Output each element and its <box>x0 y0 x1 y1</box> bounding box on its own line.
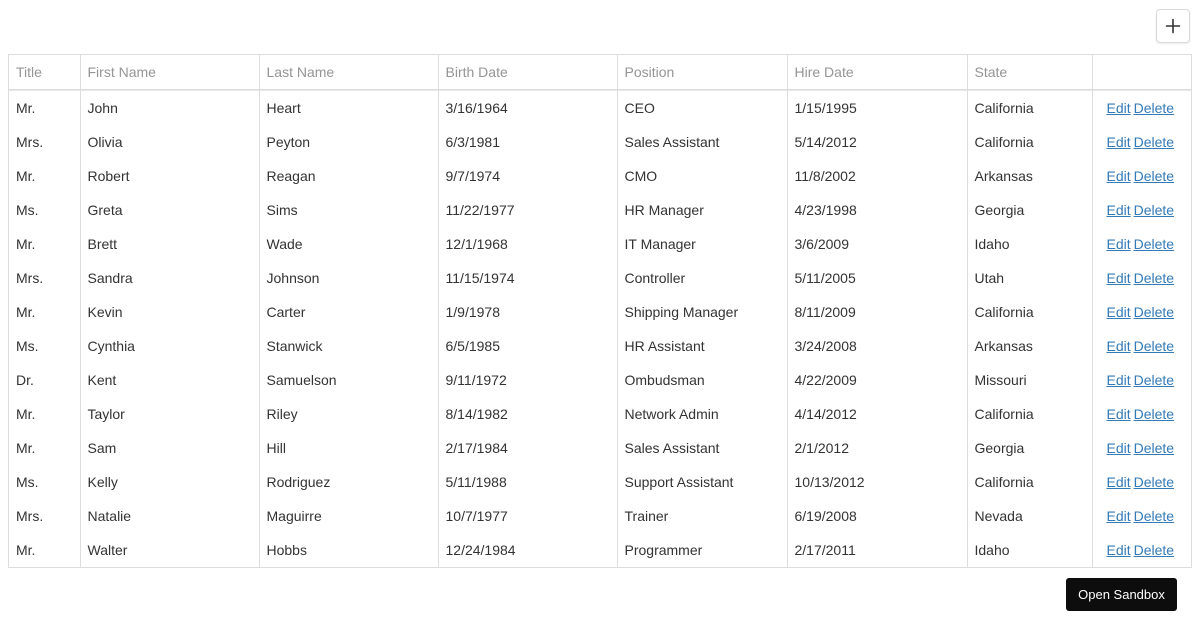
edit-link[interactable]: Edit <box>1106 508 1131 524</box>
cell-birth-date: 12/24/1984 <box>438 533 617 567</box>
table-row[interactable] <box>9 363 1191 397</box>
cell-state: California <box>967 90 1092 126</box>
cell-last-name: Peyton <box>259 125 438 159</box>
cell-title: Mr. <box>16 440 36 456</box>
cell-position: Programmer <box>617 533 787 567</box>
table-row[interactable] <box>9 159 1191 193</box>
cell-position: Sales Assistant <box>617 125 787 159</box>
cell-last-name: Samuelson <box>259 363 438 397</box>
column-header-title[interactable]: Title <box>9 55 80 90</box>
cell-title: Mr. <box>16 406 36 422</box>
cell-position: Shipping Manager <box>617 295 787 329</box>
grid-body <box>9 90 1191 568</box>
plus-icon <box>1165 18 1181 34</box>
table-row[interactable] <box>9 397 1191 431</box>
cell-title: Mr. <box>16 100 36 116</box>
cell-first-name: John <box>80 90 259 126</box>
cell-hire-date: 11/8/2002 <box>787 159 967 193</box>
cell-first-name: Sandra <box>80 261 259 295</box>
edit-link[interactable]: Edit <box>1106 270 1131 286</box>
table-row[interactable] <box>9 227 1191 261</box>
cell-hire-date: 5/11/2005 <box>787 261 967 295</box>
cell-birth-date: 9/7/1974 <box>438 159 617 193</box>
row-actions <box>1092 193 1191 227</box>
cell-last-name: Hobbs <box>259 533 438 567</box>
table-row[interactable] <box>9 261 1191 295</box>
cell-state: Georgia <box>967 431 1092 465</box>
table-row[interactable] <box>9 499 1191 533</box>
cell-first-name: Walter <box>80 533 259 567</box>
cell-hire-date: 3/24/2008 <box>787 329 967 363</box>
row-actions <box>1092 397 1191 431</box>
cell-state: California <box>967 295 1092 329</box>
delete-link[interactable]: Delete <box>1133 406 1175 422</box>
cell-position: CMO <box>617 159 787 193</box>
cell-position: Sales Assistant <box>617 431 787 465</box>
row-actions <box>1092 159 1191 193</box>
cell-title: Mr. <box>16 304 36 320</box>
delete-link[interactable]: Delete <box>1133 168 1175 184</box>
column-header-birth-date[interactable]: Birth Date <box>438 55 617 90</box>
cell-last-name: Riley <box>259 397 438 431</box>
row-actions <box>1092 431 1191 465</box>
cell-position: CEO <box>617 90 787 126</box>
column-header-actions <box>1092 55 1191 90</box>
cell-last-name: Carter <box>259 295 438 329</box>
open-sandbox-button[interactable]: Open Sandbox <box>1066 578 1177 611</box>
employees-grid <box>8 54 1192 568</box>
cell-title: Ms. <box>16 338 39 354</box>
cell-birth-date: 9/11/1972 <box>438 363 617 397</box>
row-actions <box>1092 499 1191 533</box>
cell-first-name: Kelly <box>80 465 259 499</box>
cell-hire-date: 4/23/1998 <box>787 193 967 227</box>
employees-table <box>9 55 1191 567</box>
delete-link[interactable]: Delete <box>1133 372 1175 388</box>
cell-position: Network Admin <box>617 397 787 431</box>
cell-hire-date: 2/17/2011 <box>787 533 967 567</box>
cell-hire-date: 3/6/2009 <box>787 227 967 261</box>
delete-link[interactable]: Delete <box>1133 202 1175 218</box>
edit-link[interactable]: Edit <box>1106 542 1131 558</box>
cell-state: California <box>967 465 1092 499</box>
cell-first-name: Cynthia <box>80 329 259 363</box>
cell-title: Ms. <box>16 202 39 218</box>
cell-title: Mrs. <box>16 508 44 524</box>
cell-state: Nevada <box>967 499 1092 533</box>
cell-state: California <box>967 125 1092 159</box>
cell-first-name: Taylor <box>80 397 259 431</box>
column-header-first-name[interactable]: First Name <box>80 55 259 90</box>
add-row-button[interactable] <box>1156 9 1190 43</box>
edit-link[interactable]: Edit <box>1106 406 1131 422</box>
cell-last-name: Stanwick <box>259 329 438 363</box>
row-actions <box>1092 261 1191 295</box>
cell-first-name: Kevin <box>80 295 259 329</box>
cell-position: HR Manager <box>617 193 787 227</box>
cell-position: Ombudsman <box>617 363 787 397</box>
row-actions <box>1092 90 1191 126</box>
cell-birth-date: 1/9/1978 <box>438 295 617 329</box>
cell-title: Dr. <box>16 372 34 388</box>
cell-hire-date: 10/13/2012 <box>787 465 967 499</box>
cell-hire-date: 5/14/2012 <box>787 125 967 159</box>
cell-title: Mrs. <box>16 134 44 150</box>
cell-first-name: Sam <box>80 431 259 465</box>
cell-last-name: Maguirre <box>259 499 438 533</box>
delete-link[interactable]: Delete <box>1133 100 1175 116</box>
cell-position: HR Assistant <box>617 329 787 363</box>
cell-title: Mr. <box>16 236 36 252</box>
edit-link[interactable]: Edit <box>1106 134 1131 150</box>
cell-state: Georgia <box>967 193 1092 227</box>
delete-link[interactable]: Delete <box>1133 508 1175 524</box>
cell-last-name: Wade <box>259 227 438 261</box>
delete-link[interactable]: Delete <box>1133 542 1175 558</box>
cell-position: Support Assistant <box>617 465 787 499</box>
row-actions <box>1092 227 1191 261</box>
cell-birth-date: 6/3/1981 <box>438 125 617 159</box>
row-actions <box>1092 295 1191 329</box>
cell-state: California <box>967 397 1092 431</box>
cell-hire-date: 4/22/2009 <box>787 363 967 397</box>
cell-state: Idaho <box>967 533 1092 567</box>
edit-link[interactable]: Edit <box>1106 474 1131 490</box>
table-row[interactable] <box>9 193 1191 227</box>
cell-last-name: Sims <box>259 193 438 227</box>
header-row <box>9 55 1191 90</box>
delete-link[interactable]: Delete <box>1133 134 1175 150</box>
delete-link[interactable]: Delete <box>1133 338 1175 354</box>
cell-position: IT Manager <box>617 227 787 261</box>
delete-link[interactable]: Delete <box>1133 474 1175 490</box>
column-header-position[interactable]: Position <box>617 55 787 90</box>
table-row[interactable] <box>9 329 1191 363</box>
cell-birth-date: 10/7/1977 <box>438 499 617 533</box>
edit-link[interactable]: Edit <box>1106 236 1131 252</box>
column-header-last-name[interactable]: Last Name <box>259 55 438 90</box>
cell-birth-date: 12/1/1968 <box>438 227 617 261</box>
row-actions <box>1092 533 1191 567</box>
cell-state: Arkansas <box>967 329 1092 363</box>
delete-link[interactable]: Delete <box>1133 304 1175 320</box>
cell-title: Mr. <box>16 542 36 558</box>
cell-last-name: Heart <box>259 90 438 126</box>
column-header-state[interactable]: State <box>967 55 1092 90</box>
cell-first-name: Kent <box>80 363 259 397</box>
column-header-hire-date[interactable]: Hire Date <box>787 55 967 90</box>
cell-state: Missouri <box>967 363 1092 397</box>
edit-link[interactable]: Edit <box>1106 372 1131 388</box>
cell-first-name: Brett <box>80 227 259 261</box>
cell-birth-date: 3/16/1964 <box>438 90 617 126</box>
row-actions <box>1092 465 1191 499</box>
row-actions <box>1092 329 1191 363</box>
row-actions <box>1092 363 1191 397</box>
edit-link[interactable]: Edit <box>1106 100 1131 116</box>
row-actions <box>1092 125 1191 159</box>
table-row[interactable] <box>9 431 1191 465</box>
table-row[interactable] <box>9 125 1191 159</box>
cell-birth-date: 8/14/1982 <box>438 397 617 431</box>
table-row[interactable] <box>9 295 1191 329</box>
edit-link[interactable]: Edit <box>1106 440 1131 456</box>
edit-link[interactable]: Edit <box>1106 168 1131 184</box>
cell-title: Mr. <box>16 168 36 184</box>
cell-hire-date: 4/14/2012 <box>787 397 967 431</box>
cell-title: Ms. <box>16 474 39 490</box>
cell-last-name: Rodriguez <box>259 465 438 499</box>
table-row[interactable] <box>9 90 1191 126</box>
cell-state: Utah <box>967 261 1092 295</box>
cell-state: Idaho <box>967 227 1092 261</box>
cell-birth-date: 11/22/1977 <box>438 193 617 227</box>
delete-link[interactable]: Delete <box>1133 236 1175 252</box>
cell-position: Trainer <box>617 499 787 533</box>
cell-last-name: Johnson <box>259 261 438 295</box>
cell-birth-date: 5/11/1988 <box>438 465 617 499</box>
delete-link[interactable]: Delete <box>1133 440 1175 456</box>
cell-first-name: Robert <box>80 159 259 193</box>
edit-link[interactable]: Edit <box>1106 202 1131 218</box>
edit-link[interactable]: Edit <box>1106 304 1131 320</box>
cell-birth-date: 6/5/1985 <box>438 329 617 363</box>
cell-birth-date: 11/15/1974 <box>438 261 617 295</box>
table-row[interactable] <box>9 533 1191 567</box>
cell-position: Controller <box>617 261 787 295</box>
cell-hire-date: 8/11/2009 <box>787 295 967 329</box>
cell-first-name: Olivia <box>80 125 259 159</box>
cell-hire-date: 2/1/2012 <box>787 431 967 465</box>
table-row[interactable] <box>9 465 1191 499</box>
cell-last-name: Reagan <box>259 159 438 193</box>
cell-birth-date: 2/17/1984 <box>438 431 617 465</box>
cell-hire-date: 1/15/1995 <box>787 90 967 126</box>
edit-link[interactable]: Edit <box>1106 338 1131 354</box>
cell-first-name: Natalie <box>80 499 259 533</box>
cell-hire-date: 6/19/2008 <box>787 499 967 533</box>
cell-title: Mrs. <box>16 270 44 286</box>
cell-first-name: Greta <box>80 193 259 227</box>
cell-last-name: Hill <box>259 431 438 465</box>
cell-state: Arkansas <box>967 159 1092 193</box>
delete-link[interactable]: Delete <box>1133 270 1175 286</box>
